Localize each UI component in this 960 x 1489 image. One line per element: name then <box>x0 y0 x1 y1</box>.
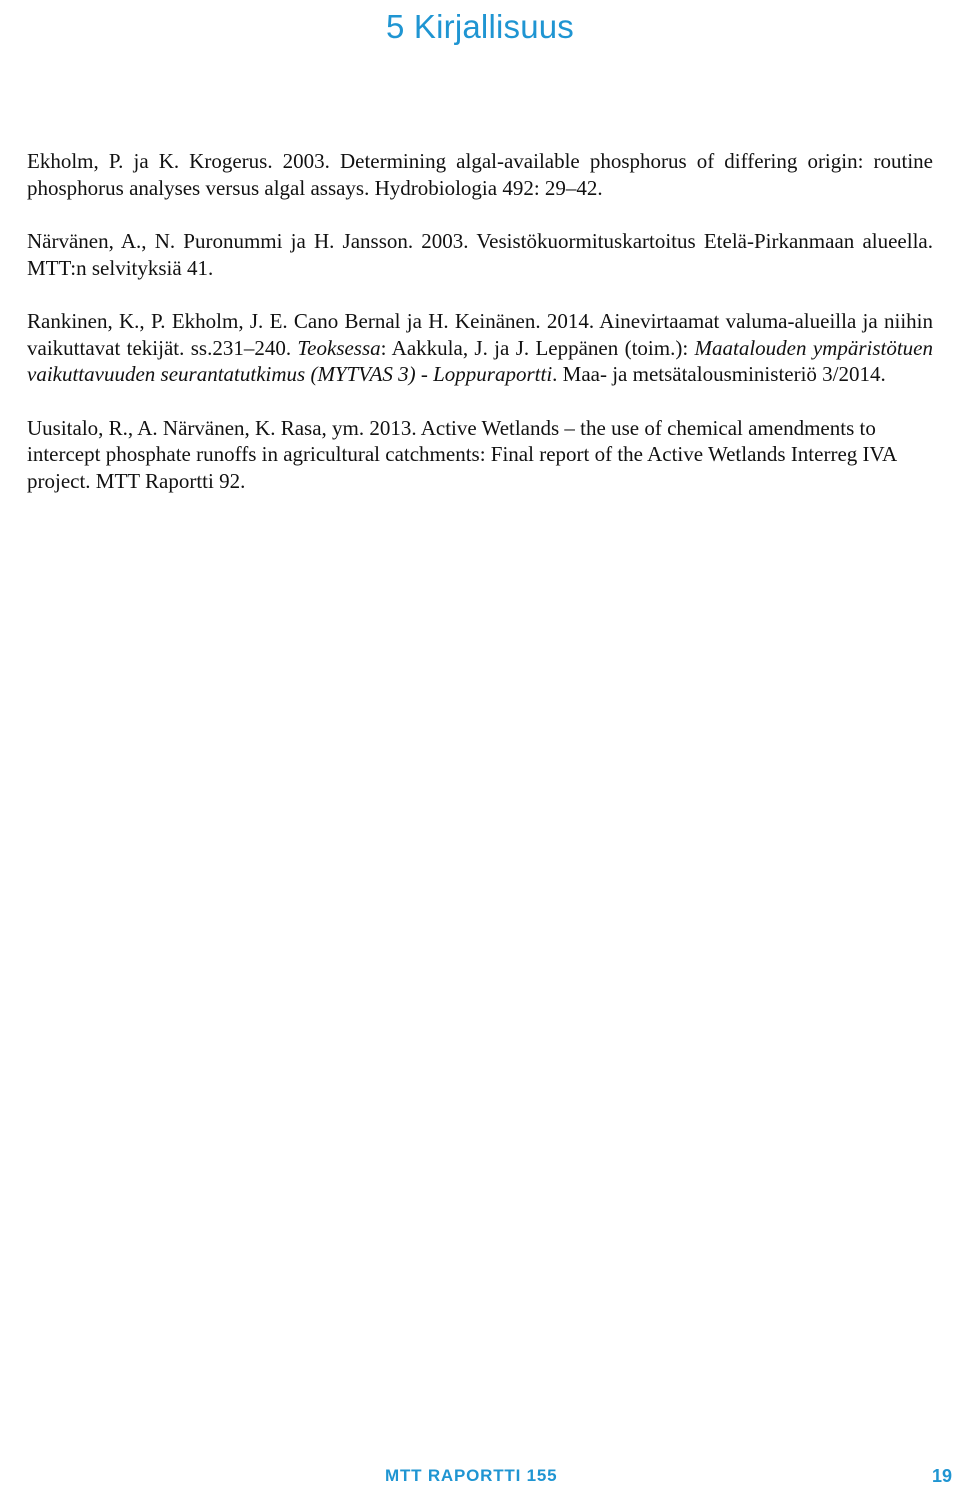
reference-text: . Maa- ja metsätalousministeriö 3/2014. <box>552 362 886 386</box>
reference-text: Ekholm, P. ja K. Krogerus. 2003. Determining algal-available phosphorus of differing origin: routine phosphorus analyses versus algal assays. Hydrobiologia 492: 29–42. <box>27 149 933 200</box>
reference-item <box>27 228 933 281</box>
reference-text: : Aakkula, J. ja J. Leppänen (toim.): <box>380 335 695 360</box>
reference-text: Rankinen, K., P. Ekholm, J. E. Cano Bernal ja H. Keinänen. 2014. Ainevirtaamat valuma-alueilla ja niihin vaikuttavat tekijät. ss.231–240. <box>27 309 933 360</box>
reference-text: Närvänen, A., N. Puronummi ja H. Jansson. 2003. Vesistökuormituskartoitus Etelä-Pirkanmaan alueella. MTT:n selvityksiä 41. <box>27 229 933 280</box>
page-number: 19 <box>931 1466 952 1486</box>
reference-item <box>27 415 933 495</box>
reference-item <box>27 148 933 201</box>
page-title: 5 Kirjallisuus <box>385 8 575 45</box>
footer-series-label: MTT RAPORTTI 155 <box>385 1466 558 1485</box>
reference-italic-term: Teoksessa <box>297 335 381 360</box>
reference-italic-title: Maatalouden ympäristötuen vaikuttavuuden seurantatutkimus (MYTVAS 3) - Loppuraportti <box>27 335 934 386</box>
reference-item <box>27 308 933 388</box>
reference-list <box>27 148 933 521</box>
reference-text: Uusitalo, R., A. Närvänen, K. Rasa, ym. 2013. Active Wetlands – the use of chemical amendments to intercept phosphate runoffs in agricultural catchments: Final report of the Active Wetlands Interreg IVA project. MTT Raportti 92. <box>27 415 896 493</box>
